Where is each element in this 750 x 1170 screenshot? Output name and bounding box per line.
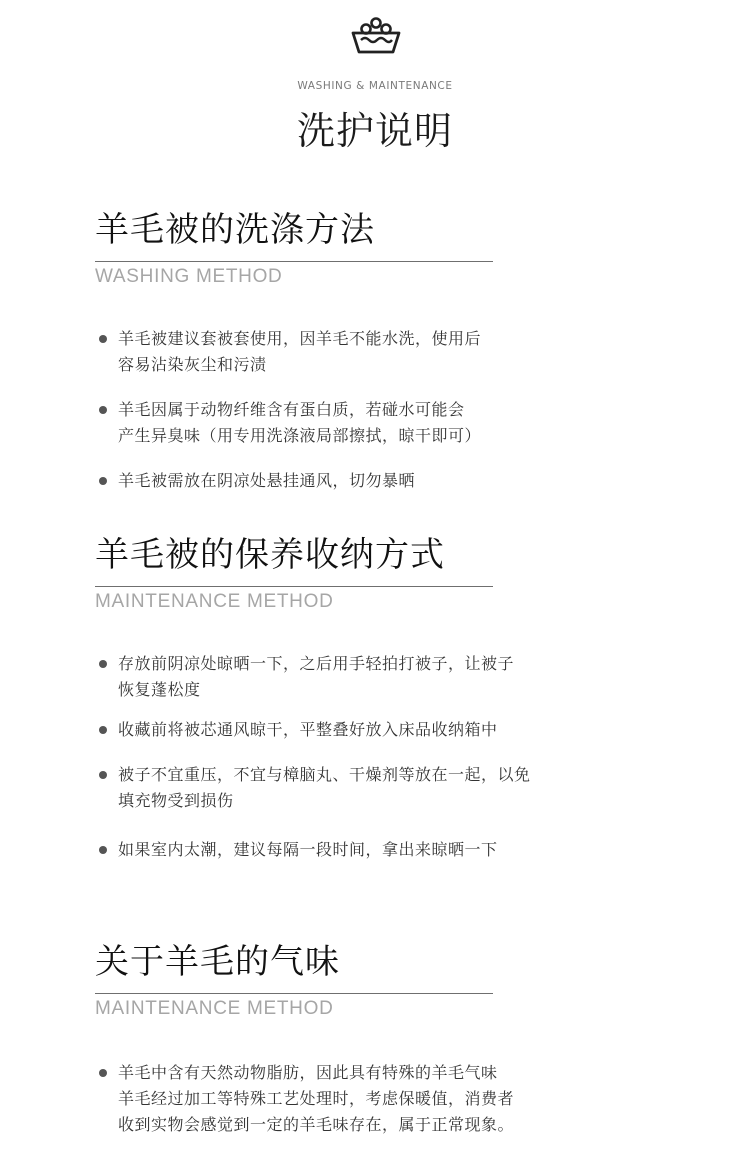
bullet-icon [99,335,107,343]
list-item-line: 填充物受到损伤 [118,791,234,810]
list-item-line: 收藏前将被芯通风晾干，平整叠好放入床品收纳箱中 [118,720,498,739]
section-divider [95,993,493,994]
bullet-icon [99,846,107,854]
bullet-icon [99,406,107,414]
section-heading-en: MAINTENANCE METHOD [95,998,334,1019]
list-item-line: 羊毛经过加工等特殊工艺处理时，考虑保暖值，消费者 [118,1089,515,1108]
page-header [0,0,750,160]
bullet-icon [99,771,107,779]
section-divider [95,261,493,262]
header-subtitle-en: WASHING & MAINTENANCE [297,80,453,92]
section-maintenance [95,533,655,859]
bullet-icon [99,726,107,734]
bullet-icon [99,660,107,668]
list-item-line: 羊毛被需放在阴凉处悬挂通风，切勿暴晒 [118,471,416,490]
section-heading-en: MAINTENANCE METHOD [95,591,334,612]
page-title: 洗护说明 [296,109,453,153]
list-item-line: 如果室内太潮，建议每隔一段时间，拿出来晾晒一下 [118,840,498,859]
section-odor [95,940,655,1134]
list-item-line: 产生异臭味（用专用洗涤液局部擦拭，晾干即可） [118,426,482,445]
list-item-line: 收到实物会感觉到一定的羊毛味存在，属于正常现象。 [118,1115,515,1134]
section-heading-en: WASHING METHOD [95,266,283,287]
wash-basin-icon [350,14,402,56]
list-item-line: 羊毛中含有天然动物脂肪，因此具有特殊的羊毛气味 [118,1063,498,1082]
list-item-line: 羊毛因属于动物纤维含有蛋白质，若碰水可能会 [118,400,465,419]
list-item-line: 存放前阴凉处晾晒一下，之后用手轻拍打被子，让被子 [118,654,515,673]
section-heading: 羊毛被的保养收纳方式 [95,535,445,575]
bullet-icon [99,477,107,485]
section-divider [95,586,493,587]
list-item-line: 恢复蓬松度 [118,680,201,699]
list-item-line: 羊毛被建议套被套使用，因羊毛不能水洗，使用后 [118,329,482,348]
section-heading: 关于羊毛的气味 [95,942,340,982]
section-heading: 羊毛被的洗涤方法 [95,210,375,250]
bullet-icon [99,1069,107,1077]
list-item-line: 容易沾染灰尘和污渍 [118,355,267,374]
list-item-line: 被子不宜重压，不宜与樟脑丸、干燥剂等放在一起，以免 [118,765,531,784]
section-washing [95,208,655,490]
